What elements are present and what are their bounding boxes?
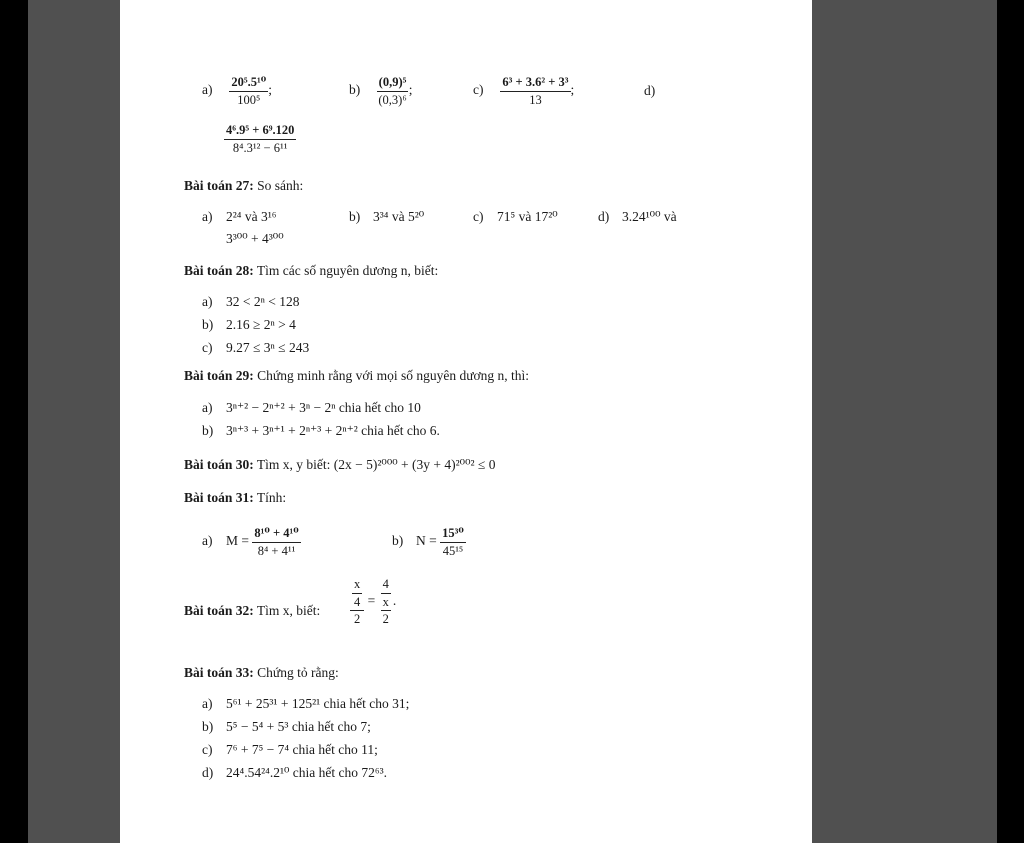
- ex26-a: a) $\frac{\text{20⁵.5¹⁰}}{\text{100⁵}}$ ;: [202, 75, 272, 107]
- fraction: $\frac{\text{(0,9)⁵}}{\text{(0,3)⁶}}$: [378, 75, 407, 107]
- fraction: $\frac{\text{6³ + 3.6² + 3³}}{13}$: [502, 75, 569, 107]
- ex28-b: b) 2.16 ≥ 2ⁿ > 4: [202, 317, 296, 332]
- ex27-d: d) 3.24¹⁰⁰ và: [598, 209, 677, 224]
- fraction-right: $\frac{4}{\frac{x}{2}}$: [382, 577, 389, 626]
- ex26-c: c) $\frac{\text{6³ + 3.6² + 3³}}{13}$ ;: [473, 75, 575, 107]
- ex29-heading: Bài toán 29: Chứng minh rằng với mọi số nguyên dương n, thì:: [184, 368, 530, 383]
- right-dark-margin: [812, 0, 997, 843]
- ex33-a: a) 5⁶¹ + 25³¹ + 125²¹ chia hết cho 31;: [202, 696, 410, 711]
- ex28-heading: Bài toán 28: Tìm các số nguyên dương n, biết:: [184, 263, 439, 278]
- ex33-c: c) 7⁶ + 7⁵ − 7⁴ chia hết cho 11;: [202, 742, 378, 757]
- fraction: $\frac{\text{8¹⁰ + 4¹⁰}}{\text{8⁴ + 4¹¹}}$: [254, 526, 299, 558]
- ex29-a: a) 3ⁿ⁺² − 2ⁿ⁺² + 3ⁿ − 2ⁿ chia hết cho 10: [202, 400, 421, 415]
- ex27-d-cont: 3³⁰⁰ + 4³⁰⁰: [226, 231, 284, 246]
- ex31-heading: Bài toán 31: Tính:: [184, 490, 287, 505]
- left-dark-margin: [28, 0, 120, 843]
- ex33-heading: Bài toán 33: Chứng tỏ rằng:: [184, 665, 339, 680]
- ex30: Bài toán 30: Tìm x, y biết: (2x − 5)²⁰⁰⁰ + (3y + 4)²⁰⁰² ≤ 0: [184, 457, 496, 472]
- ex33-b: b) 5⁵ − 5⁴ + 5³ chia hết cho 7;: [202, 719, 371, 734]
- ex31-a: a) M = $\frac{\text{8¹⁰ + 4¹⁰}}{\text{8⁴ + 4¹¹}}$: [202, 526, 299, 558]
- ex26-b: b) $\frac{\text{(0,9)⁵}}{\text{(0,3)⁶}}$ ;: [349, 75, 413, 107]
- ex32-heading: Bài toán 32: Tìm x, biết:: [184, 603, 321, 618]
- ex32-equation: $\frac{\frac{x}{4}}{2}$ = $\frac{4}{\frac{x}{2}}$ .: [350, 578, 396, 626]
- ex33-d: d) 24⁴.54²⁴.2¹⁰ chia hết cho 72⁶³.: [202, 765, 388, 780]
- ex29-b: b) 3ⁿ⁺³ + 3ⁿ⁺¹ + 2ⁿ⁺³ + 2ⁿ⁺² chia hết cho 6.: [202, 423, 440, 438]
- ex28-c: c) 9.27 ≤ 3ⁿ ≤ 243: [202, 340, 310, 355]
- ex28-a: a) 32 < 2ⁿ < 128: [202, 294, 300, 309]
- fraction: $\frac{\text{20⁵.5¹⁰}}{\text{100⁵}}$: [231, 75, 267, 107]
- ex27-a: a) 2²⁴ và 3¹⁶: [202, 209, 277, 224]
- ex31-b: b) N = $\frac{\text{15³⁰}}{\text{45¹⁵}}$: [392, 526, 464, 558]
- ex27-c: c) 71⁵ và 17²⁰: [473, 209, 558, 224]
- document-page: [120, 0, 812, 843]
- ex27-b: b) 3³⁴ và 5²⁰: [349, 209, 425, 224]
- ex26-d: [224, 124, 296, 154]
- ex26-d-label: d): [644, 83, 656, 98]
- fraction: $\frac{\text{15³⁰}}{\text{45¹⁵}}$: [442, 526, 464, 558]
- fraction-left: $\frac{\frac{x}{4}}{2}$: [350, 578, 364, 626]
- fraction: $\frac{\text{4⁶.9⁵ + 6⁹.120}}{\text{8⁴.3¹² − 6¹¹}}$: [226, 123, 295, 155]
- ex27-heading: Bài toán 27: So sánh:: [184, 178, 304, 193]
